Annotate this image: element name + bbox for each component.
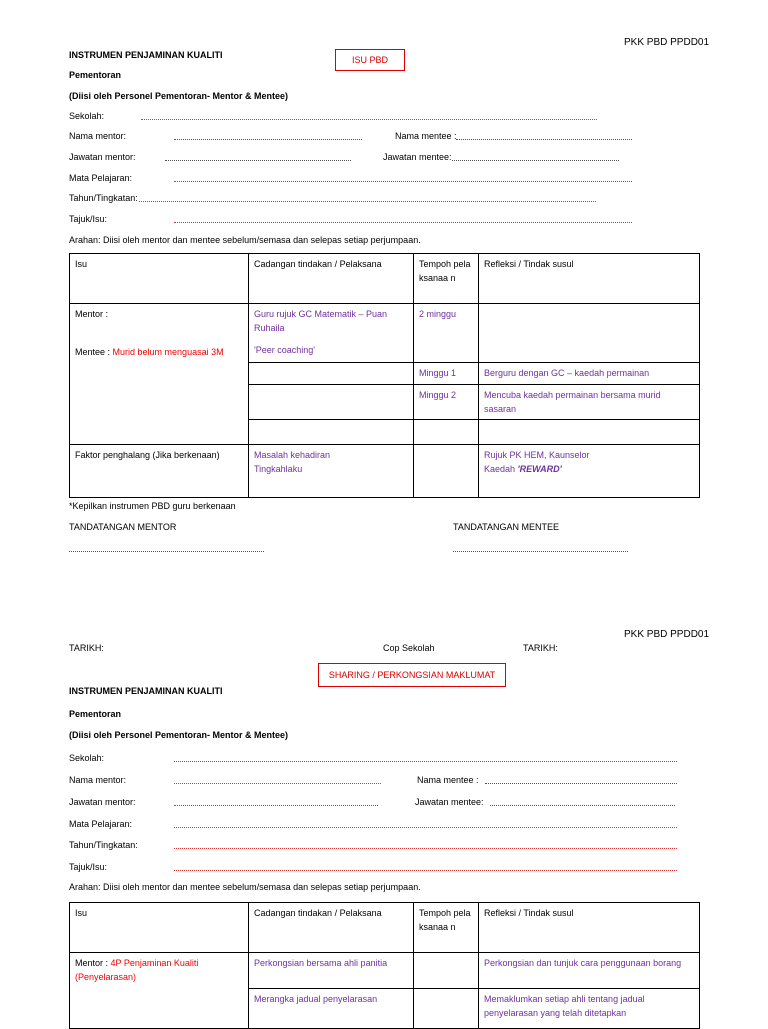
arahan: Arahan: Diisi oleh mentor dan mentee sebelum/semasa dan selepas setiap perjumpaan. — [69, 235, 421, 245]
cell-tempoh-1: 2 minggu — [414, 304, 479, 363]
cell-faktor-tempoh — [414, 445, 479, 498]
cell2-tempoh-2 — [414, 989, 479, 1029]
label2-mata-pelajaran: Mata Pelajaran: — [69, 819, 133, 829]
cadangan-1-text: Guru rujuk GC Matematik – Puan Ruhaila — [254, 309, 388, 333]
form-title: INSTRUMEN PENJAMINAN KUALITI — [69, 50, 223, 60]
cell-faktor-label: Faktor penghalang (Jika berkenaan) — [70, 445, 249, 498]
header2-cadangan: Cadangan tindakan / Pelaksana — [249, 903, 414, 953]
cell-faktor-refleksi — [479, 445, 700, 498]
cell-tempoh-3: Minggu 2 — [414, 385, 479, 420]
faktor-refleksi-1: Rujuk PK HEM, Kaunselor — [484, 450, 590, 460]
cell-refleksi-1 — [479, 304, 700, 363]
label-tajuk: Tajuk/Isu: — [69, 214, 108, 224]
header-cadangan: Cadangan tindakan / Pelaksana — [249, 254, 414, 304]
signature-mentor-line[interactable] — [69, 551, 264, 552]
cell2-tempoh-1 — [414, 953, 479, 989]
cell-cadangan-4 — [249, 420, 414, 445]
header2-refleksi: Refleksi / Tindak susul — [479, 903, 700, 953]
cell2-isu-mentor — [70, 953, 249, 1029]
label-mata-pelajaran: Mata Pelajaran: — [69, 173, 133, 183]
cell-cadangan-3 — [249, 385, 414, 420]
label-nama-mentee: Nama mentee : — [395, 131, 457, 141]
cell-cadangan-2 — [249, 363, 414, 385]
cell-isu-mentor — [70, 304, 249, 445]
cell-tempoh-4 — [414, 420, 479, 445]
mentor-label: Mentor : — [75, 309, 109, 319]
cell-cadangan-1 — [249, 304, 414, 363]
form2-subtitle: Pementoran — [69, 709, 122, 719]
field-jawatan-mentee[interactable] — [452, 160, 619, 161]
header-refleksi: Refleksi / Tindak susul — [479, 254, 700, 304]
faktor-reward: 'REWARD' — [517, 464, 562, 474]
signature-mentee-line[interactable] — [453, 551, 628, 552]
faktor-cadangan-2: Tingkahlaku — [254, 464, 303, 474]
form-code: PKK PBD PPDD01 — [624, 37, 710, 48]
field2-jawatan-mentor[interactable] — [174, 805, 378, 806]
cell-tempoh-2: Minggu 1 — [414, 363, 479, 385]
header2-tempoh: Tempoh pelaksanaa n — [414, 903, 479, 953]
mentoring-table-1 — [69, 253, 700, 498]
label-sekolah: Sekolah: — [69, 111, 105, 121]
field2-tahun[interactable] — [174, 848, 677, 849]
form-code-2: PKK PBD PPDD01 — [624, 629, 710, 640]
label-jawatan-mentor: Jawatan mentor: — [69, 152, 136, 162]
header-isu: Isu — [70, 254, 249, 304]
mentee-line — [75, 345, 243, 359]
field2-nama-mentee[interactable] — [485, 783, 677, 784]
mentor2-value: 4P Penjaminan Kualiti (Penyelarasan) — [75, 958, 199, 982]
label2-tajuk: Tajuk/Isu: — [69, 862, 108, 872]
field2-mata-pelajaran[interactable] — [174, 827, 677, 828]
field-mata-pelajaran[interactable] — [174, 181, 632, 182]
header-tempoh: Tempoh pelaksanaa n — [414, 254, 479, 304]
cell2-refleksi-2: Memaklumkan setiap ahli tentang jadual penyelarasan yang telah ditetapkan — [479, 989, 700, 1029]
form-subtitle: Pementoran — [69, 70, 122, 80]
field2-sekolah[interactable] — [174, 761, 677, 762]
label-tahun: Tahun/Tingkatan: — [69, 193, 138, 203]
field2-jawatan-mentee[interactable] — [490, 805, 675, 806]
tarikh-right: TARIKH: — [523, 643, 558, 653]
faktor-kaedah: Kaedah — [484, 464, 518, 474]
label2-sekolah: Sekolah: — [69, 753, 105, 763]
label-nama-mentor: Nama mentor: — [69, 131, 127, 141]
mentoring-table-2 — [69, 902, 700, 1029]
cell-refleksi-3: Mencuba kaedah permainan bersama murid sasaran — [479, 385, 700, 420]
label2-jawatan-mentee: Jawatan mentee: — [415, 797, 484, 807]
mentee-value: Murid belum menguasai 3M — [112, 347, 224, 357]
field-jawatan-mentor[interactable] — [165, 160, 351, 161]
field-sekolah[interactable] — [141, 119, 597, 120]
form-note: (Diisi oleh Personel Pementoran- Mentor & Mentee) — [69, 91, 289, 101]
tarikh-left: TARIKH: — [69, 643, 104, 653]
mentee-label: Mentee : — [75, 347, 113, 357]
label2-tahun: Tahun/Tingkatan: — [69, 840, 138, 850]
header2-isu: Isu — [70, 903, 249, 953]
faktor-refleksi-2 — [484, 462, 694, 476]
kepilkan-note: *Kepilkan instrumen PBD guru berkenaan — [69, 501, 236, 511]
tandatangan-mentee-label: TANDATANGAN MENTEE — [453, 522, 560, 532]
cadangan-1-peer: 'Peer coaching' — [254, 345, 315, 355]
cell2-refleksi-1: Perkongsian dan tunjuk cara penggunaan borang — [479, 953, 700, 989]
mentor2-label: Mentor : — [75, 958, 111, 968]
form2-title: INSTRUMEN PENJAMINAN KUALITI — [69, 686, 223, 696]
label2-nama-mentor: Nama mentor: — [69, 775, 127, 785]
faktor-cadangan-1: Masalah kehadiran — [254, 450, 331, 460]
cell2-cadangan-1: Perkongsian bersama ahli panitia — [249, 953, 414, 989]
field2-tajuk[interactable] — [174, 870, 677, 871]
tag-isu-pbd: ISU PBD — [335, 49, 405, 71]
field-nama-mentor[interactable] — [174, 139, 362, 140]
form2-note: (Diisi oleh Personel Pementoran- Mentor & Mentee) — [69, 730, 289, 740]
field-nama-mentee[interactable] — [456, 139, 632, 140]
cell-faktor-cadangan — [249, 445, 414, 498]
cell2-cadangan-2: Merangka jadual penyelarasan — [249, 989, 414, 1029]
tandatangan-mentor-label: TANDATANGAN MENTOR — [69, 522, 177, 532]
label-jawatan-mentee: Jawatan mentee: — [383, 152, 452, 162]
cop-sekolah: Cop Sekolah — [383, 643, 435, 653]
field-tahun[interactable] — [139, 201, 596, 202]
label2-nama-mentee: Nama mentee : — [417, 775, 479, 785]
cell-refleksi-4 — [479, 420, 700, 445]
field2-nama-mentor[interactable] — [174, 783, 381, 784]
field-tajuk[interactable] — [174, 222, 632, 223]
tag-sharing: SHARING / PERKONGSIAN MAKLUMAT — [318, 663, 506, 687]
arahan-2: Arahan: Diisi oleh mentor dan mentee sebelum/semasa dan selepas setiap perjumpaan. — [69, 882, 421, 892]
cell-refleksi-2: Berguru dengan GC – kaedah permainan — [479, 363, 700, 385]
label2-jawatan-mentor: Jawatan mentor: — [69, 797, 136, 807]
